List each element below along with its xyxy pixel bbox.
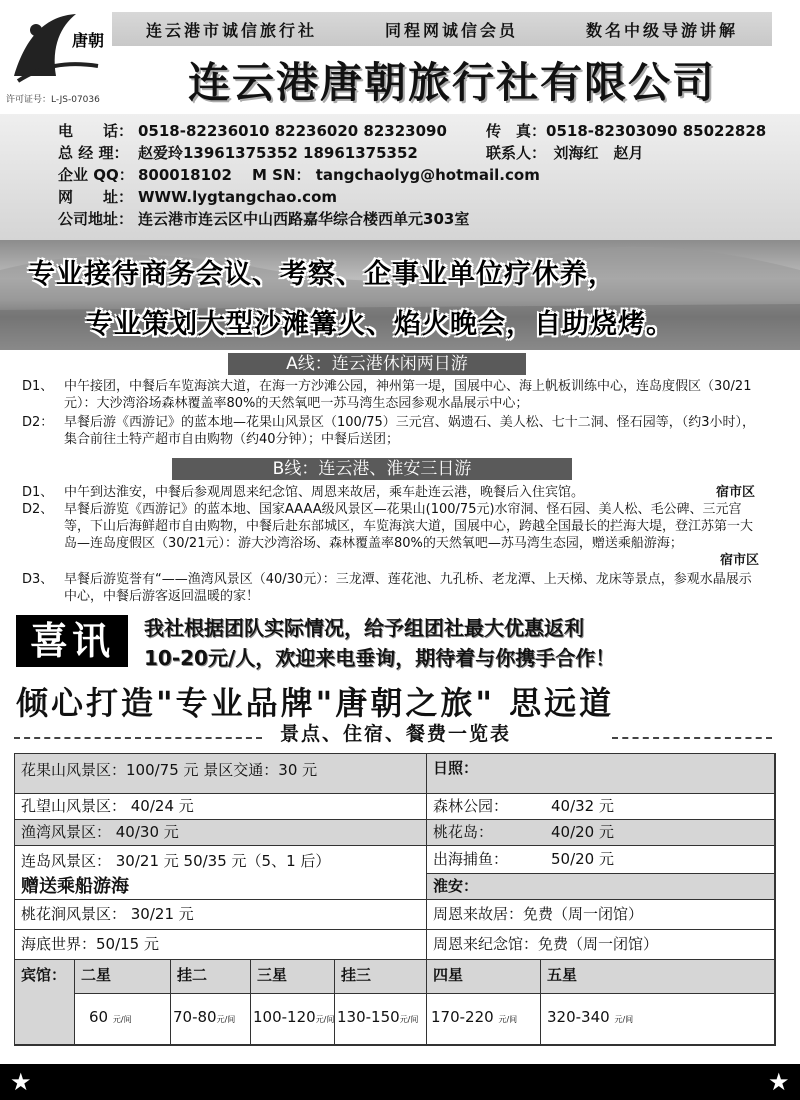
address-value: 连云港市连云区中山西路嘉华综合楼西单元303室: [138, 210, 470, 228]
msn-row: [252, 164, 540, 185]
lodging-note: 宿市区: [720, 553, 760, 568]
hotel-header-3star: 三星: [251, 960, 335, 994]
contact-person-label: 联系人：: [486, 144, 539, 162]
day-text: 早餐后游览誉有“——渔湾风景区（40/30元）：三龙潭、莲花池、九孔桥、老龙潭、上天梯、龙床等景点，参观水晶展示中心，中餐后游客返回温暖的家！: [64, 572, 752, 604]
hotel-header-gua3: 挂三: [335, 960, 427, 994]
yuwan-cell: 渔湾风景区： 40/30 元: [15, 820, 427, 846]
hotel-price-3star: [251, 994, 335, 1045]
day-text: 中午接团，中餐后车览海滨大道，在海一方沙滩公园，神州第一堤，国展中心、海上帆板训练中心，连岛度假区（30/21元）：大沙湾浴场森林覆盖率80%的天然氧吧一苏马湾生态园参观水晶展示中心；: [64, 379, 752, 411]
liandao-price: 连岛风景区： 30/21 元 50/35 元（5、1 后）: [21, 852, 331, 870]
forest-cell: [427, 794, 775, 820]
table-title: 景点、住宿、餐费一览表: [280, 723, 512, 745]
price-value: 100-120: [253, 1008, 316, 1026]
liandao-cell: [15, 846, 427, 900]
taohuadong-cell: 桃花涧风景区： 30/21 元: [15, 900, 427, 930]
boat-gift: 赠送乘船游海: [21, 876, 129, 897]
tagline-bar: [112, 12, 772, 46]
day-label: D2、: [22, 502, 54, 517]
kongwangshan-cell: 孔望山风景区： 40/24 元: [15, 794, 427, 820]
website-row: [58, 186, 337, 207]
hotel-price-gua2: [171, 994, 251, 1045]
fax-value: 0518-82303090 85022828: [546, 122, 767, 140]
route-b-day2: [0, 501, 800, 571]
tagline-1: 连云港市诚信旅行社: [145, 20, 317, 40]
day-label: D2：: [22, 415, 54, 430]
service-banner: [0, 240, 800, 350]
day-label: D1、: [22, 485, 54, 500]
memorial-cell: 周恩来纪念馆：免费（周一闭馆）: [427, 930, 775, 960]
company-name: 连云港唐朝旅行社有限公司: [187, 58, 716, 107]
hotel-label: 宾馆：: [15, 960, 75, 1045]
price-unit: 元/间: [216, 1015, 236, 1024]
fax-label: 传 真：: [486, 122, 547, 140]
qq-value: 800018102: [138, 166, 232, 184]
day-text: 早餐后游览《西游记》的蓝本地、国家AAAA级风景区—花果山(100/75元)水帘洞、怪石园、美人松、毛公碑、三元宫等，下山后海鲜超市自由购物，中餐后赴东部城区，车览海滨大道，国展中心，跨越全国最长的拦海大堤，登江苏第一大岛—连岛度假区（30/21元）：游大沙湾浴场、森林覆盖率80%的天然氧吧—苏马湾生态园，赠送乘船游海；: [64, 502, 754, 551]
tagline-3: 数名中级导游讲解: [585, 20, 738, 40]
contact-person-value: 刘海红 赵月: [553, 144, 644, 162]
price-unit: 元/间: [399, 1015, 419, 1024]
hotel-price-5star: [541, 994, 775, 1045]
price-unit: 元/间: [498, 1015, 518, 1024]
price-value: 60: [89, 1008, 109, 1026]
manager-value: 赵爱玲13961375352 18961375352: [138, 144, 418, 162]
forest-label: 森林公园：: [433, 797, 509, 815]
price-value: 170-220: [431, 1008, 494, 1026]
price-unit: 元/间: [315, 1015, 335, 1024]
fishing-price: 50/20 元: [551, 850, 614, 868]
price-table: [14, 753, 776, 1046]
divider-left: [14, 737, 262, 739]
residence-cell: 周恩来故居：免费（周一闭馆）: [427, 900, 775, 930]
day-label: D1、: [22, 379, 54, 394]
banner-line-2: 专业策划大型沙滩篝火、焰火晚会，自助烧烤。: [86, 309, 674, 340]
huaguoshan-cell: 花果山风景区：100/75 元 景区交通：30 元: [15, 754, 427, 794]
website-label: 网 址：: [58, 188, 134, 206]
msn-label: M SN：: [252, 166, 311, 184]
footer-bar: [0, 1064, 800, 1100]
slogan: 倾心打造"专业品牌"唐朝之旅" 思远道: [16, 684, 615, 722]
qq-row: [58, 164, 232, 185]
taohuadao-cell: [427, 820, 775, 846]
promo-line-1: 我社根据团队实际情况，给予组团社最大优惠返利: [144, 616, 584, 640]
fishing-cell: [427, 846, 775, 874]
address-row: [58, 208, 469, 229]
route-a-day2: [0, 414, 800, 450]
contact-person-row: [486, 142, 644, 163]
rizhao-header: 日照：: [427, 754, 775, 794]
huaian-header: 淮安：: [427, 874, 775, 900]
price-value: 320-340: [547, 1008, 610, 1026]
hotel-header-5star: 五星: [541, 960, 775, 994]
lodging-note: 宿市区: [716, 485, 756, 500]
forest-price: 40/32 元: [551, 797, 614, 815]
day-text: 中午到达淮安，中餐后参观周恩来纪念馆、周恩来故居，乘车赴连云港，晚餐后入住宾馆。: [64, 485, 585, 500]
route-b-day3: [0, 571, 800, 607]
hotel-header-2star: 二星: [75, 960, 171, 994]
tagline-2: 同程网诚信会员: [384, 20, 518, 40]
phone-label: 电 话：: [58, 122, 134, 140]
route-b-day1: [0, 484, 800, 502]
hotel-price-4star: [427, 994, 541, 1045]
price-value: 70-80: [173, 1008, 217, 1026]
hotel-price-gua3: [335, 994, 427, 1045]
price-unit: 元/间: [614, 1015, 634, 1024]
route-a-title: A线：连云港休闲两日游: [228, 353, 526, 375]
fax-row: [486, 120, 766, 141]
star-icon: ★: [10, 1068, 32, 1096]
address-label: 公司地址：: [58, 210, 134, 228]
msn-value: tangchaolyg@hotmail.com: [315, 166, 540, 184]
day-text: 早餐后游《西游记》的蓝本地—花果山风景区（100/75）三元宫、娲遗石、美人松、七十二洞、怪石园等，（约3小时），集合前往土特产超市自由购物（约40分钟）；中餐后送团；: [64, 415, 756, 447]
banner-line-1: 专业接待商务会议、考察、企事业单位疗休养，: [28, 259, 616, 290]
phone-value: 0518-82236010 82236020 82323090: [138, 122, 447, 140]
contact-box: [0, 114, 800, 240]
website-link[interactable]: WWW.lygtangchao.com: [138, 188, 337, 206]
license-number: 许可证号：L-JS-07036: [6, 95, 100, 105]
taohuadao-label: 桃花岛：: [433, 823, 494, 841]
route-b-title: B线：连云港、淮安三日游: [172, 458, 572, 480]
manager-label: 总 经 理：: [58, 144, 129, 162]
star-icon: ★: [768, 1068, 790, 1096]
divider-right: [612, 737, 772, 739]
hotel-header-gua2: 挂二: [171, 960, 251, 994]
company-logo: [6, 6, 106, 90]
qq-label: 企业 QQ：: [58, 166, 134, 184]
phone-row: [58, 120, 447, 141]
day-label: D3、: [22, 572, 54, 587]
good-news-badge: 喜讯: [16, 615, 128, 667]
route-a-day1: [0, 378, 800, 414]
manager-row: [58, 142, 418, 163]
fishing-label: 出海捕鱼：: [433, 850, 509, 868]
price-value: 130-150: [337, 1008, 400, 1026]
hotel-header-4star: 四星: [427, 960, 541, 994]
hotel-price-2star: [75, 994, 171, 1045]
svg-text:唐朝: 唐朝: [72, 31, 105, 50]
ocean-world-cell: 海底世界：50/15 元: [15, 930, 427, 960]
promo-line-2: 10-20元/人，欢迎来电垂询，期待着与你携手合作！: [144, 646, 616, 670]
taohuadao-price: 40/20 元: [551, 823, 614, 841]
price-unit: 元/间: [112, 1015, 132, 1024]
